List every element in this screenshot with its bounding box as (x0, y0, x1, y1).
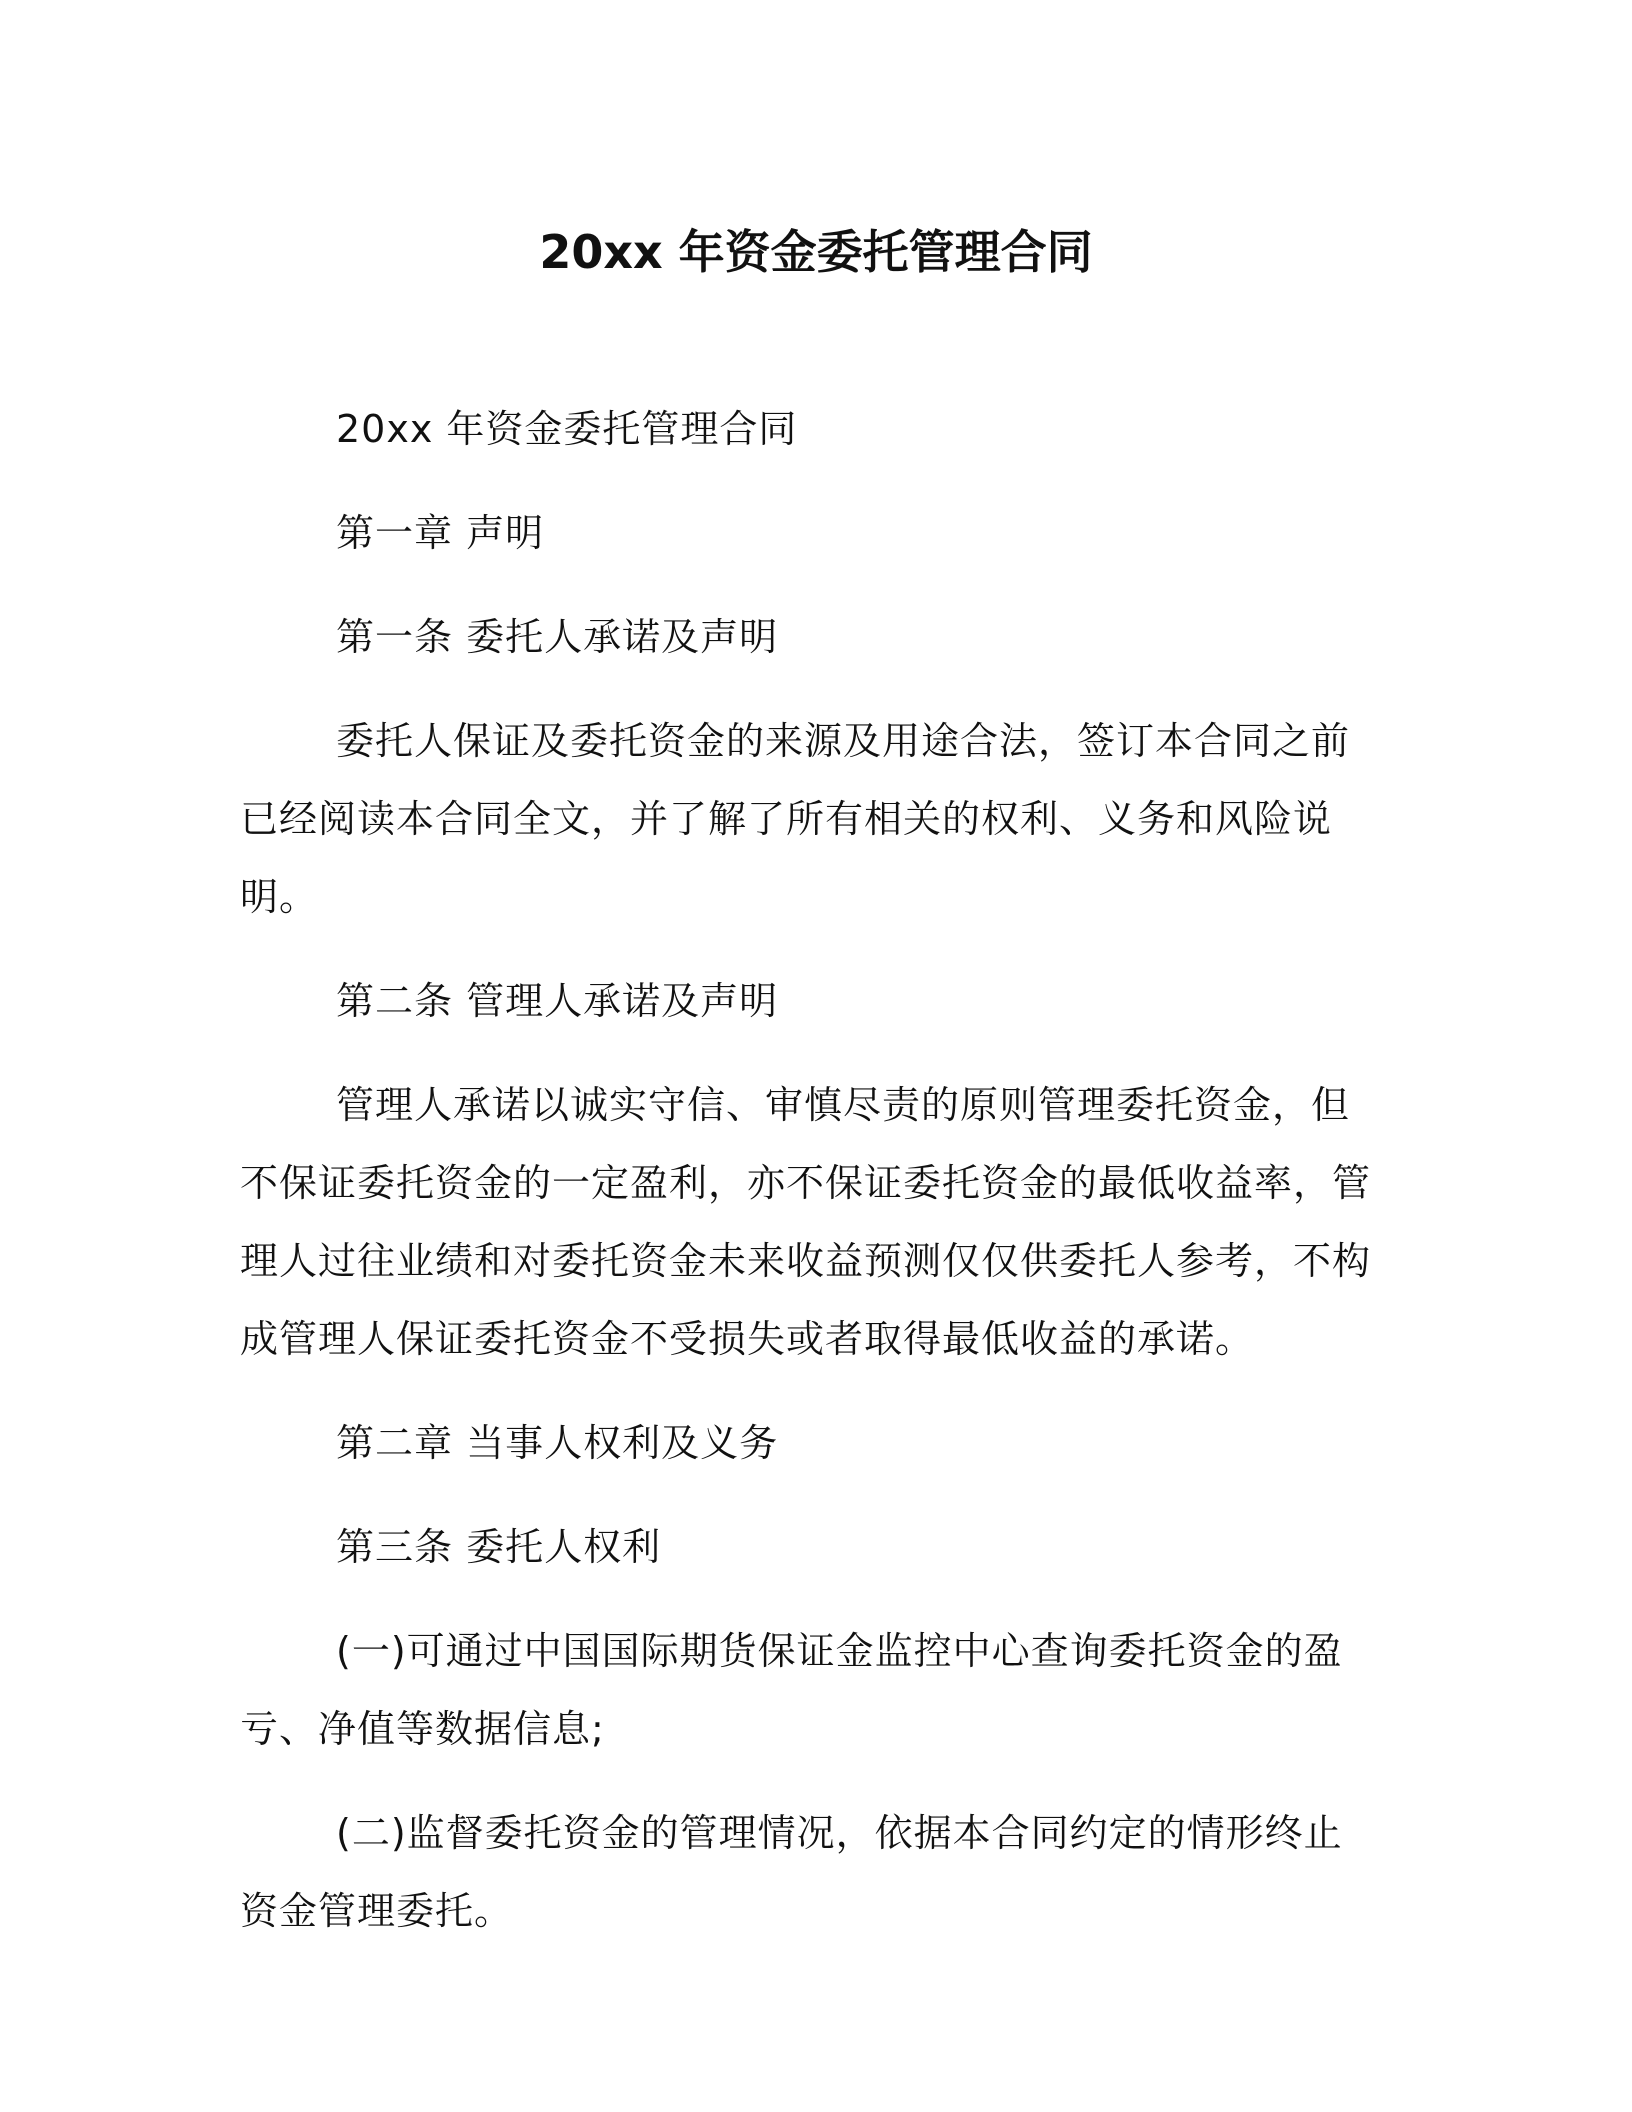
article-heading-1: 第一条 委托人承诺及声明 (336, 615, 779, 659)
paragraph-article-1: 委托人保证及委托资金的来源及用途合法，签订本合同之前已经阅读本合同全文，并了解了所有相关的权利、义务和风险说明。 (240, 719, 1351, 919)
paragraph-article-2: 管理人承诺以诚实守信、审慎尽责的原则管理委托资金，但不保证委托资金的一定盈利，亦不保证委托资金的最低收益率，管理人过往业绩和对委托资金未来收益预测仅仅供委托人参考，不构成管理人保证委托资金不受损失或者取得最低收益的承诺。 (240, 1083, 1372, 1361)
article-heading-3: 第三条 委托人权利 (336, 1525, 662, 1569)
list-item-1: (一)可通过中国国际期货保证金监控中心查询委托资金的盈亏、净值等数据信息; (240, 1629, 1343, 1751)
list-item-2: (二)监督委托资金的管理情况，依据本合同约定的情形终止资金管理委托。 (240, 1811, 1343, 1933)
document-body (240, 390, 1380, 1950)
article-heading-2: 第二条 管理人承诺及声明 (336, 979, 779, 1023)
paragraph-subtitle: 20xx 年资金委托管理合同 (336, 407, 798, 451)
document-title: 20xx 年资金委托管理合同 (539, 225, 1093, 279)
chapter-heading-1: 第一章 声明 (336, 511, 545, 555)
chapter-heading-2: 第二章 当事人权利及义务 (336, 1421, 779, 1465)
